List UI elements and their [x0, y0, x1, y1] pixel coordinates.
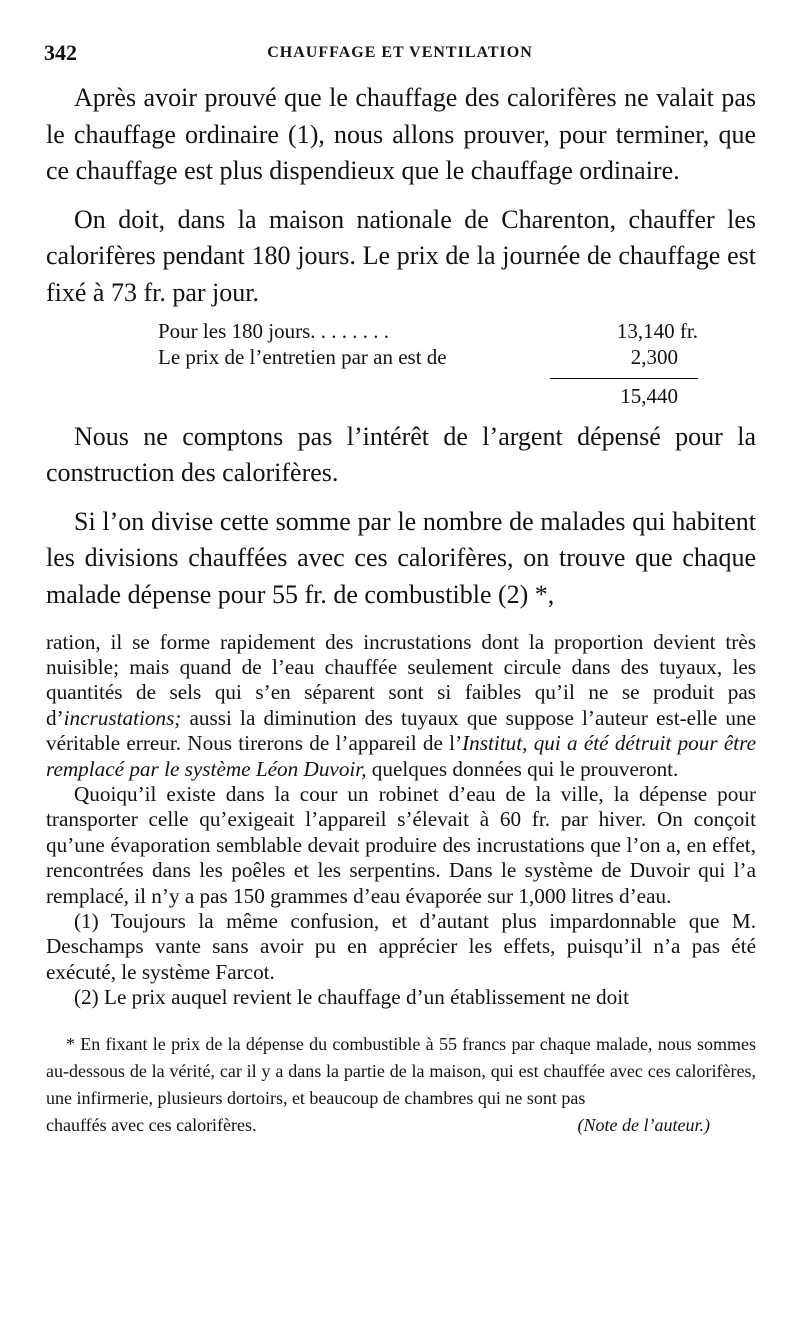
note-2: (2) Le prix auquel revient le chauffage d’un établissement ne doit — [74, 985, 629, 1010]
page-header — [44, 36, 756, 76]
calc-row-maintenance — [158, 344, 698, 370]
calc-row-maintenance-label: Le prix de l’entretien par an est de — [158, 344, 447, 369]
calc-row-days-label: Pour les 180 jours. . . . . . . . — [158, 318, 389, 343]
sum-rule — [550, 378, 698, 379]
small-paragraph-2: Quoiqu’il existe dans la cour un robinet d’eau de la ville, la dépense pour transporter celle qu’exigeait l’appareil s’élevait à 60 fr. par hiver. On conçoit qu’une évaporation semblable devait produire des incrustations que l’on a, en effet, rencontrées dans les poêles et les serpentins. Dans le système de Duvoir qui l’a remplacé, il n’y a pas 150 grammes d’eau évaporée sur 1,000 litres d’eau. — [46, 781, 756, 908]
cost-calculation — [158, 318, 698, 409]
paragraph-3: Nous ne comptons pas l’intérêt de l’argent dépensé pour la construction des calorifères. — [46, 421, 756, 488]
small-paragraph-1-e: quelques données qui le prouveront. — [366, 756, 679, 781]
note-1: (1) Toujours la même confusion, et d’autant plus impardonnable que M. Deschamps vante sans avoir pu en apprécier les effets, puisqu’il n’a pas été exécuté, le système Farcot. — [46, 909, 756, 984]
small-text-block — [46, 630, 756, 1011]
small-paragraph-1-d: Institut, qui a été détruit pour être remplacé par le système Léon Duvoir, — [46, 731, 756, 781]
calc-row-days-value: 13,140 fr. — [616, 318, 698, 343]
page-number: 342 — [44, 40, 77, 65]
author-footnote — [46, 1031, 756, 1139]
running-title: CHAUFFAGE ET VENTILATION — [267, 44, 533, 61]
paragraph-4: Si l’on divise cette somme par le nombre de malades qui habitent les divisions chauffées avec ces calorifères, on trouve que chaque malade dépense pour 55 fr. de combustible (2) *, — [46, 506, 756, 609]
small-paragraph-1-a: ration, il se forme rapidement des incrustations dont la proportion devient très nuisible; mais quand de l’eau chauffée seulement circule dans des tuyaux, les quantités de sels qui s’en séparent sont si faibles qu’il ne se produit pas d’ — [46, 629, 756, 730]
footnote-attribution: (Note de l’auteur.) — [577, 1114, 710, 1135]
calc-row-days — [158, 318, 698, 344]
paragraph-2: On doit, dans la maison nationale de Charenton, chauffer les calorifères pendant 180 jours. Le prix de la journée de chauffage est fixé à 73 fr. par jour. — [46, 204, 756, 307]
footnote-last-line — [46, 1112, 756, 1139]
footnote-last-text: chauffés avec ces calorifères. — [46, 1114, 257, 1135]
footnote-text: * En fixant le prix de la dépense du combustible à 55 francs par chaque malade, nous sommes au-dessous de la vérité, car il y a dans la partie de la maison, qui est chauffée avec ces calorifères, une infirmerie, plusieurs dortoirs, et beaucoup de chambres qui ne sont pas — [46, 1033, 756, 1108]
small-paragraph-1-c: aussi la diminution des tuyaux que suppose l’auteur est-elle une véritable erreur. Nous tirerons de l’appareil de l’ — [46, 705, 756, 756]
calc-row-maintenance-value: 2,300 — [630, 344, 678, 369]
paragraph-1: Après avoir prouvé que le chauffage des calorifères ne valait pas le chauffage ordinaire (1), nous allons prouver, pour terminer, que ce chauffage est plus dispendieux que le chauffage ordinaire. — [46, 83, 756, 186]
main-text — [46, 80, 756, 1139]
small-paragraph-1-b: incrustations; — [63, 705, 182, 730]
calc-total: 15,440 — [620, 383, 678, 408]
small-paragraph-1 — [46, 630, 756, 782]
